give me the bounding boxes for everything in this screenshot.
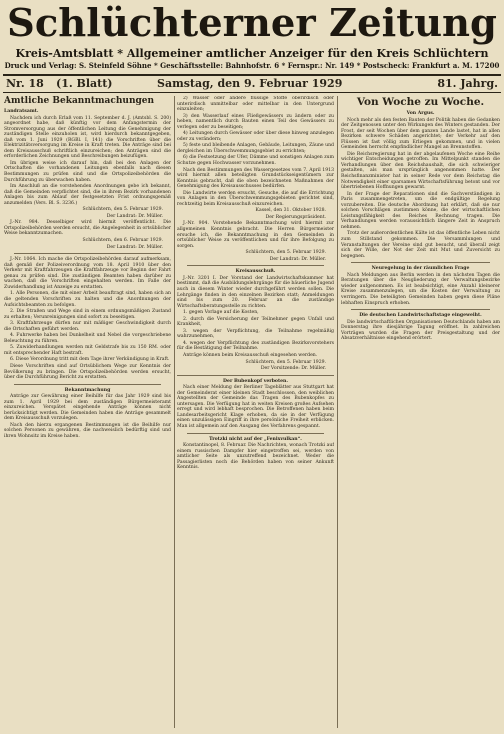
list-item: 1. Alle Personen, die mit einer Arbeit beauftragt sind, haben sich an die geltenden Vorschriften zu halten und die Anordnungen der Aufsichtsbeamten zu befolgen.	[4, 291, 171, 308]
column-divider	[337, 96, 338, 728]
separator	[351, 309, 490, 310]
signature: Schlüchtern, den 5. Februar 1929.	[82, 207, 163, 213]
paragraph: J.-Nr. 904. Vorstehende Bekanntmachung wird hiermit zur allgemeinen Kenntnis gebracht. Die Herren Bürgermeister ersuche ich, die Bekanntmachung in den Gemeinden in ortsüblicher Weise zu veröffentlichen und für ihre Befolgung zu sorgen.	[177, 221, 334, 249]
list-item: 6. Diese Verordnung tritt mit dem Tage ihrer Verkündigung in Kraft.	[10, 357, 170, 363]
list-item: 3. wegen der Verpflichtung, die Teilnahme regelmäßig wahrzunehmen,	[177, 328, 334, 340]
byline: Von Argus.	[406, 111, 435, 116]
list-item: 2) Wasser oder andere flüssige Stoffe oberirdisch oder unterirdisch unmittelbar oder mittelbar in den Untergrund einzuleiten;	[177, 96, 334, 113]
signature: Schlüchtern, den 5. Februar 1929.	[245, 359, 326, 365]
weekly-review-heading: Von Woche zu Woche.	[356, 96, 485, 108]
paragraph: Die landwirtschaftlichen Organisationen Deutschlands haben am Donnerstag ihre diesjährige Tagung eröffnet. In zahlreichen Vorträgen wurden die Fragen der Preisgestaltung und der Absatzverhältnisse eingehend erörtert.	[341, 319, 500, 342]
section-heading: Kreisausschuß.	[235, 269, 276, 275]
list-item: 6) die Festsetzung der Ufer, Dämme und sonstigen Anlagen zum Schutze gegen Hochwasser vorzunehmen.	[177, 155, 334, 167]
news-heading: Trotzki nicht auf der „Fenixvulkan“.	[209, 436, 302, 442]
issue-sheet: (1. Blatt)	[56, 77, 113, 90]
list-item: 5) feste und bleibende Anlagen, Gebäude, Leitungen, Zäune und dergleichen im Überschwemmungsgebiet zu errichten;	[177, 143, 334, 154]
paragraph: J.-Nr. 984. Desselbiger wird hiermit veröffentlicht. Die Ortspolizeibehörden werden ersucht, die Angelegenheit in ortsüblicher Weise bekanntzumachen.	[4, 220, 171, 237]
list-item: 4. wegen der Verpflichtung des zuständigen Bezirksvorstehers für die Bestätigung der Teilnahme.	[177, 340, 334, 352]
signature: Schlüchtern, den 5. Februar 1929.	[245, 250, 326, 256]
official-notices-heading: Amtliche Bekanntmachungen	[4, 96, 155, 106]
separator	[14, 384, 161, 385]
paragraph: J.-Nr. 1064. Ich mache die Ortspolizeibehörden darauf aufmerksam, daß gemäß der Polizeiverordnung vom 18. April 1910 über den Verkehr mit Kraftfahrzeugen die Kraftfahrzeuge vor Beginn der Fahrt genau zu prüfen sind. Die zuständigen Beamten haben darüber zu wachen, daß die Vorschriften eingehalten werden. Im Falle der Zuwiderhandlung ist Anzeige zu erstatten.	[4, 257, 171, 290]
list-item: 2. Die Straßen und Wege sind in einem ordnungsmäßigen Zustand zu erhalten; Verunreinigungen sind sofort zu beseitigen.	[4, 309, 171, 320]
issue-info-bar	[6, 77, 498, 91]
list-item: 1. gegen Vorlage auf die Kosten,	[183, 310, 259, 316]
section-heading: Neuregelung in der räumlichen Frage	[371, 266, 470, 272]
list-item: 4. Fuhrwerke haben bei Dunkelheit und Nebel die vorgeschriebene Beleuchtung zu führen.	[4, 333, 171, 344]
list-item: 2. durch die Versicherung der Teilnehmer gegen Unfall und Krankheit,	[177, 316, 334, 328]
paragraph: Im Anschluß an die vorstehenden Anordnungen gebe ich bekannt, daß die Gemeinden verpflichtet sind, die in ihrem Bezirk vorhandenen Anlagen bis zum Ablauf der festgesetzten Frist ordnungsgemäß anzumelden (Vers. Bl. S. 3236.)	[4, 184, 171, 206]
signature: Der Regierungspräsident.	[265, 214, 326, 220]
signature: Der Landrat: Dr. Müller.	[106, 213, 163, 219]
masthead-title: Schlüchterner Zeitung	[7, 1, 497, 46]
column-divider	[174, 96, 175, 728]
paragraph: Anträge können beim Kreisausschuß eingesehen werden.	[183, 352, 318, 358]
paragraph: Nach den Bestimmungen des Wassergesetzes vom 7. April 1913 wird hiermit allen beteiligten Grundstückseigentümern zur Kenntnis gebracht, daß die oben bezeichneten Maßnahmen der Genehmigung des Kreisausschusses bedürfen.	[177, 167, 334, 190]
paragraph: Die Reichsregierung hat in der abgelaufenen Woche eine Reihe wichtiger Entscheidungen getroffen. Im Mittelpunkt standen die Verhandlungen über den Reichshaushalt, die sich schwieriger gestalten, als man ursprünglich angenommen hatte. Der Reichsfinanzminister hat in seiner Rede vor dem Reichstag die Notwendigkeit einer sparsamen Wirtschaftsführung betont und vor übertriebenen Hoffnungen gewarnt.	[341, 151, 500, 191]
issue-date: Samstag, den 9. Februar 1929	[157, 77, 343, 90]
separator	[351, 262, 490, 263]
section-subheading: Landratsamt.	[4, 109, 39, 114]
signature: Der Landrat: Dr. Müller.	[106, 244, 163, 250]
paragraph: Konstantinopel, 8. Februar. Die Nachrichten, wonach Trotzki auf einem russischen Dampfer hier eingetroffen sei, werden von amtlicher Seite als unzutreffend bezeichnet. Weder die Passagierlisten noch die Behörden haben von seiner Ankunft Kenntnis.	[177, 443, 334, 471]
info-bar-rule	[3, 92, 501, 93]
list-item: 3) den Wasserlauf eines Fließgewässers zu ändern oder zu heben, namentlich durch Bauten einen Teil des Gewässers zu verlegen oder zu beseitigen;	[177, 113, 334, 130]
paragraph: Nach den hierzu ergangenen Bestimmungen ist die Beihilfe nur solchen Personen zu gewähren, die nachweislich bedürftig sind und ihren Wohnsitz im Kreise haben.	[4, 422, 171, 439]
news-heading: Der Bubenkopf verboten.	[223, 378, 288, 384]
paragraph: J.-Nr. 3201 I. Der Vorstand der Landwirtschaftskammer hat bestimmt, daß die Ausbildungslehrgänge für die bäuerliche Jugend auch in diesem Winter wieder durchgeführt werden sollen. Die Lehrgänge finden in den einzelnen Bezirken statt; Anmeldungen sind bis zum 20. Februar an die zuständige Wirtschaftsberatungsstelle zu richten.	[177, 275, 334, 309]
issue-year: 81. Jahrg.	[437, 77, 498, 90]
masthead-printer-line: Druck und Verlag: S. Steinfeld Söhne * Geschäftsstelle: Bahnhofstr. 6 * Fernspr.: Nr. 149 * Postscheck: Frankfurt a. M. 17200	[4, 61, 500, 70]
masthead-rule	[3, 74, 501, 76]
separator	[187, 265, 324, 266]
paragraph: Nachdem ich durch Erlaß vom 11. September d. J. (Amtsbl. S. 200) angeordnet habe, daß künftig vor dem Anfangstermin der Stromversorgung aus der öffentlichen Leitung die Genehmigung der zuständigen Stelle einzuholen ist, wird hierdurch bekanntgegeben, daß vom 1. Juni 1929 (RGBl. I, 141) die Vorschriften über die Elektrizitätsversorgung im Kreise in Kraft treten. Die Anträge sind bei dem Kreisausschuß schriftlich einzureichen; den Anträgen sind die erforderlichen Zeichnungen und Beschreibungen beizufügen.	[4, 115, 171, 160]
paragraph: Diese Vorschriften sind auf Ortsüblichem Wege zur Kenntnis der Bevölkerung zu bringen. Die Ortspolizeibehörden werden ersucht, über die Durchführung Bericht zu erstatten.	[4, 363, 171, 381]
issue-number: Nr. 18	[6, 77, 44, 90]
paragraph: In der Frage der Reparationen sind die Sachverständigen in Paris zusammengetreten, um die endgültige Regelung vorzubereiten. Die deutsche Abordnung hat erklärt, daß sie nur solchen Vorschlägen zustimmen könne, die der wirtschaftlichen Leistungsfähigkeit des Reiches Rechnung tragen. Die Verhandlungen werden voraussichtlich längere Zeit in Anspruch nehmen.	[341, 191, 500, 230]
separator	[177, 375, 334, 376]
masthead-subtitle: Kreis-Amtsblatt * Allgemeiner amtlicher Anzeiger für den Kreis Schlüchtern	[15, 47, 489, 60]
paragraph: Im übrigen weise ich darauf hin, daß bei den Anlagen der Ortschaften die vorhandenen Leitungen ebenfalls nach diesen Bestimmungen zu prüfen sind und die Ortspolizeibehörden die Durchführung zu überwachen haben.	[4, 160, 171, 183]
signature: Schlüchtern, den 6. Februar 1929.	[82, 238, 163, 244]
list-item: 3. Kraftfahrzeuge dürfen nur mit mäßiger Geschwindigkeit durch die Ortschaften geführt werden.	[4, 321, 171, 332]
column-left	[4, 96, 171, 728]
paragraph: Die Landwirte werden ersucht, Gesuche, die auf die Errichtung von Anlagen in den Überschwemmungsgebieten gerichtet sind, rechtzeitig beim Kreisausschuß einzureichen.	[177, 190, 334, 207]
signature: Der Landrat: Dr. Müller.	[269, 256, 326, 262]
column-right	[341, 96, 500, 728]
notice-heading: Bekanntmachung	[64, 387, 111, 393]
section-heading: Die deutschen Landwirtschaftstage eingeweiht.	[359, 313, 482, 319]
signature: Der Vorsitzende: Dr. Müller.	[260, 366, 326, 372]
list-item: 4) Leitungen durch Gewässer oder über diese hinweg anzulegen oder zu verändern;	[177, 131, 334, 142]
paragraph: Trotz der außerordentlichen Kälte ist das öffentliche Leben nicht zum Stillstand gekommen. Die Versammlungen und Veranstaltungen der Vereine sind gut besucht, und überall zeigt sich der Wille, der Not der Zeit mit Mut und Zuversicht zu begegnen.	[341, 231, 500, 259]
separator	[187, 433, 324, 434]
paragraph: Noch mehr als den festen Bauten der Politik haben die Gedanken der Zeitgenossen unter den Wirkungen des Winters gestanden. Der Frost, der seit Wochen über dem ganzen Lande lastet, hat in allen Bezirken schwere Schäden angerichtet; der Verkehr auf den Flüssen ist fast völlig zum Erliegen gekommen, und in vielen Gemeinden herrscht empfindlicher Mangel an Brennstoffen.	[341, 117, 500, 151]
paragraph: Nach Meldungen aus Berlin werden in den nächsten Tagen die Beratungen über die Neugliederung der Verwaltungsbezirke wieder aufgenommen. Es ist beabsichtigt, eine Anzahl kleinerer Kreise zusammenzulegen, um die Kosten der Verwaltung zu verringern. Die beteiligten Gemeinden haben gegen diese Pläne lebhaften Einspruch erhoben.	[341, 272, 500, 306]
list-item: 5. Zuwiderhandlungen werden mit Geldstrafe bis zu 150 RM. oder mit entsprechender Haft bestraft.	[4, 345, 171, 356]
paragraph: Nach einer Meldung der Berliner Tageblätter aus Stuttgart hat der Gemeinderat einer kleinen Stadt beschlossen, den weiblichen Angestellten der Gemeinde das Tragen des Bubenkopfes zu untersagen. Die Verfügung hat in weiten Kreisen großes Aufsehen erregt und wird lebhaft besprochen. Die Betroffenen haben beim Landesarbeitsgericht Klage erhoben, da sie in der Verfügung einen unzulässigen Eingriff in ihre persönliche Freiheit erblicken. Man ist allgemein auf den Ausgang des Verfahrens gespannt.	[177, 385, 334, 429]
separator	[14, 253, 161, 254]
signature: Kassel, den 31. Oktober 1928.	[255, 208, 326, 214]
column-middle	[177, 96, 334, 728]
paragraph: Anträge zur Gewährung einer Beihilfe für das Jahr 1929 sind bis zum 1. April 1929 bei dem zuständigen Bürgermeisteramt einzureichen. Verspätet eingehende Anträge können nicht berücksichtigt werden. Die Gemeinden haben die Anträge gesammelt dem Kreisausschuß vorzulegen.	[4, 394, 171, 422]
